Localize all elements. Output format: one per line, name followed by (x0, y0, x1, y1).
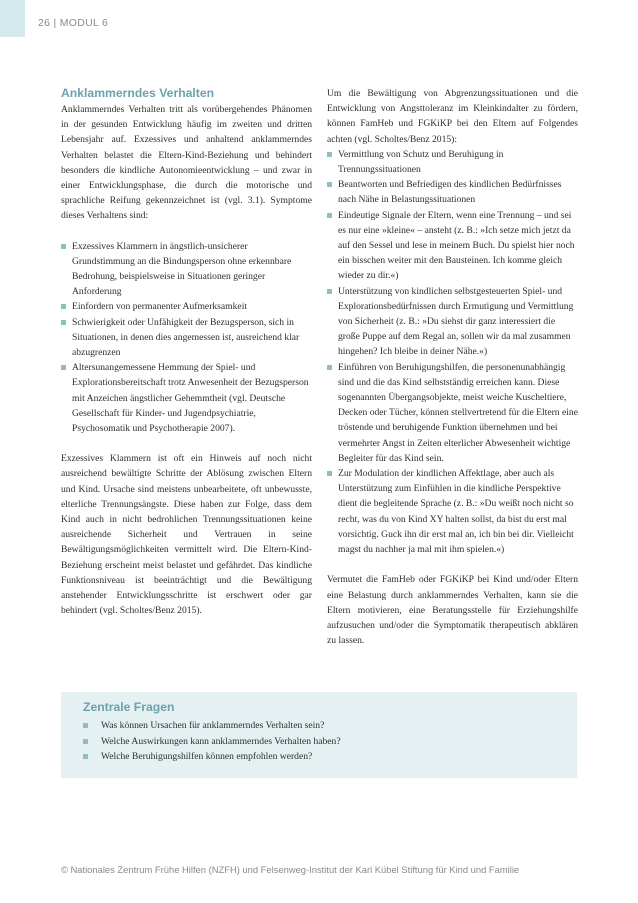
bullet-icon (83, 754, 88, 759)
bullet-icon (61, 304, 66, 309)
list-item: Schwierigkeit oder Unfähigkeit der Bezugsperson, sich in Situationen, in denen dies angemessen ist, ausreichend klar abzugrenzen (61, 315, 312, 361)
bullet-icon (61, 320, 66, 325)
section-heading: Anklammerndes Verhalten (61, 86, 215, 100)
list-item: Vermittlung von Schutz und Beruhigung in Trennungssituationen (327, 147, 578, 177)
left-column (61, 86, 312, 619)
list-item: Beantworten und Befriedigen des kindlichen Bedürfnisses nach Nähe in Belastungssituationen (327, 177, 578, 207)
bullet-icon (327, 289, 332, 294)
bullet-icon (327, 213, 332, 218)
outro-paragraph: Exzessives Klammern ist oft ein Hinweis auf noch nicht ausreichend bewältigte Schritte der Ablösung zwischen Eltern und Kind. Ursache sind meistens unbearbeitete, oft unbewusste, elterliche Trennungsängste. Diese haben zur Folge, dass dem Kind auch in nicht bedrohlichen Trennungssituationen keine ausreichende Sicherheit und Vertrauen in seine Bewältigungsmöglichkeiten vermittelt wird. Die Eltern-Kind-Beziehung erscheint meist belastet und gefährdet. Das kindliche Funktionsniveau ist beeinträchtigt und die Bewältigung anstehender Entwicklungsschritte ist erschwert oder gar behindert (vgl. Scholtes/Benz 2015). (61, 453, 312, 617)
intro-paragraph: Anklammerndes Verhalten tritt als vorübergehendes Phänomen in der gesunden Entwicklung häufig im zweiten und dritten Lebensjahr auf. Exzessives und anhaltend anklammerndes Verhalten belastet die Eltern-Kind-Beziehung und behindert besonders die kindliche Autonomieentwicklung – und zwar in einer Entwicklungsphase, die durch die motorische und sprachliche Reifung gekennzeichnet ist (vgl. 3.1). Symptome dieses Verhaltens sind: (61, 104, 312, 222)
question-list (83, 718, 563, 765)
bullet-icon (61, 244, 66, 249)
bullet-icon (83, 723, 88, 728)
right-column (327, 86, 578, 648)
list-item: Einfordern von permanenter Aufmerksamkeit (61, 299, 312, 314)
intro-paragraph: Um die Bewältigung von Abgrenzungssituationen und die Entwicklung von Angsttoleranz im Kleinkindalter zu fördern, können FamHeb und FGKiKP bei den Eltern auf Folgendes achten (vgl. Scholtes/Benz 2015): (327, 88, 578, 145)
list-item: Exzessives Klammern in ängstlich-unsicherer Grundstimmung an die Bindungsperson ohne erkennbare Bedrohung, beispielsweise in Situationen geringer Anforderung (61, 239, 312, 300)
bullet-icon (83, 739, 88, 744)
list-item: Welche Auswirkungen kann anklammerndes Verhalten haben? (83, 734, 563, 750)
bullet-icon (61, 365, 66, 370)
footer-copyright: © Nationales Zentrum Frühe Hilfen (NZFH) und Felsenweg-Institut der Karl Kübel Stiftung für Kind und Familie (61, 864, 520, 875)
page-tab-decoration (0, 0, 25, 37)
bullet-icon (327, 471, 332, 476)
symptom-list (61, 239, 312, 437)
outro-paragraph: Vermutet die FamHeb oder FGKiKP bei Kind und/oder Eltern eine Belastung durch anklammerndes Verhalten, kann sie die Eltern motivieren, eine Beratungsstelle für Erziehungshilfe aufzusuchen und/oder die Symptomatik therapeutisch abklären zu lassen. (327, 574, 578, 647)
list-item: Einführen von Beruhigungshilfen, die personenunabhängig sind und die das Kind selbstständig erreichen kann. Diese sogenannten Übergangsobjekte, meist weiche Kuscheltiere, Decken oder Tücher, können stellvertretend für die Eltern eine tröstende und beruhigende Funktion übernehmen und bei vermehrter Angst in Zeiten elterlicher Abwesenheit wichtige Begleiter für das Kind sein. (327, 360, 578, 466)
list-item: Zur Modulation der kindlichen Affektlage, aber auch als Unterstützung zum Einfühlen in die kindliche Perspektive dient die begleitende Sprache (z. B.: »Du weißt noch nicht so recht, was du von Kind XY halten sollst, da bist du erst mal vorsichtig. Guck ihn dir erst mal an, ich bin bei dir. Vielleicht magst du nachher ja mal mit ihm spielen.«) (327, 466, 578, 557)
list-item: Welche Beruhigungshilfen können empfohlen werden? (83, 749, 563, 765)
list-item: Unterstützung von kindlichen selbstgesteuerten Spiel- und Explorationsbedürfnissen durch Ermutigung und Vermittlung von Sicherheit (z. B.: »Du siehst dir ganz interessiert die große Puppe auf dem Regal an, sollen wir da mal zusammen hingehen? Ich bleibe in deiner Nähe.«) (327, 284, 578, 360)
list-item: Eindeutige Signale der Eltern, wenn eine Trennung – und sei es nur eine »kleine« – ansteht (z. B.: »Ich setze mich jetzt da auf den Sessel und lese in meinem Buch. Du spielst hier noch ein bisschen weiter mit den Bausteinen. Ich komme gleich wieder zu dir.«) (327, 208, 578, 284)
page-header: 26 | MODUL 6 (38, 17, 109, 29)
list-item: Altersunangemessene Hemmung der Spiel- und Explorationsbereitschaft trotz Anwesenheit der Bezugsperson mit Anzeichen ängstlicher Gehemmtheit (vgl. Deutsche Gesellschaft für Kinder- und Jugendpsychiatrie, Psychosomatik und Psychotherapie 2007). (61, 360, 312, 436)
key-questions-box (61, 692, 577, 778)
recommendation-list (327, 147, 578, 557)
bullet-icon (327, 182, 332, 187)
box-title: Zentrale Fragen (83, 700, 175, 714)
bullet-icon (327, 365, 332, 370)
bullet-icon (327, 152, 332, 157)
list-item: Was können Ursachen für anklammerndes Verhalten sein? (83, 718, 563, 734)
